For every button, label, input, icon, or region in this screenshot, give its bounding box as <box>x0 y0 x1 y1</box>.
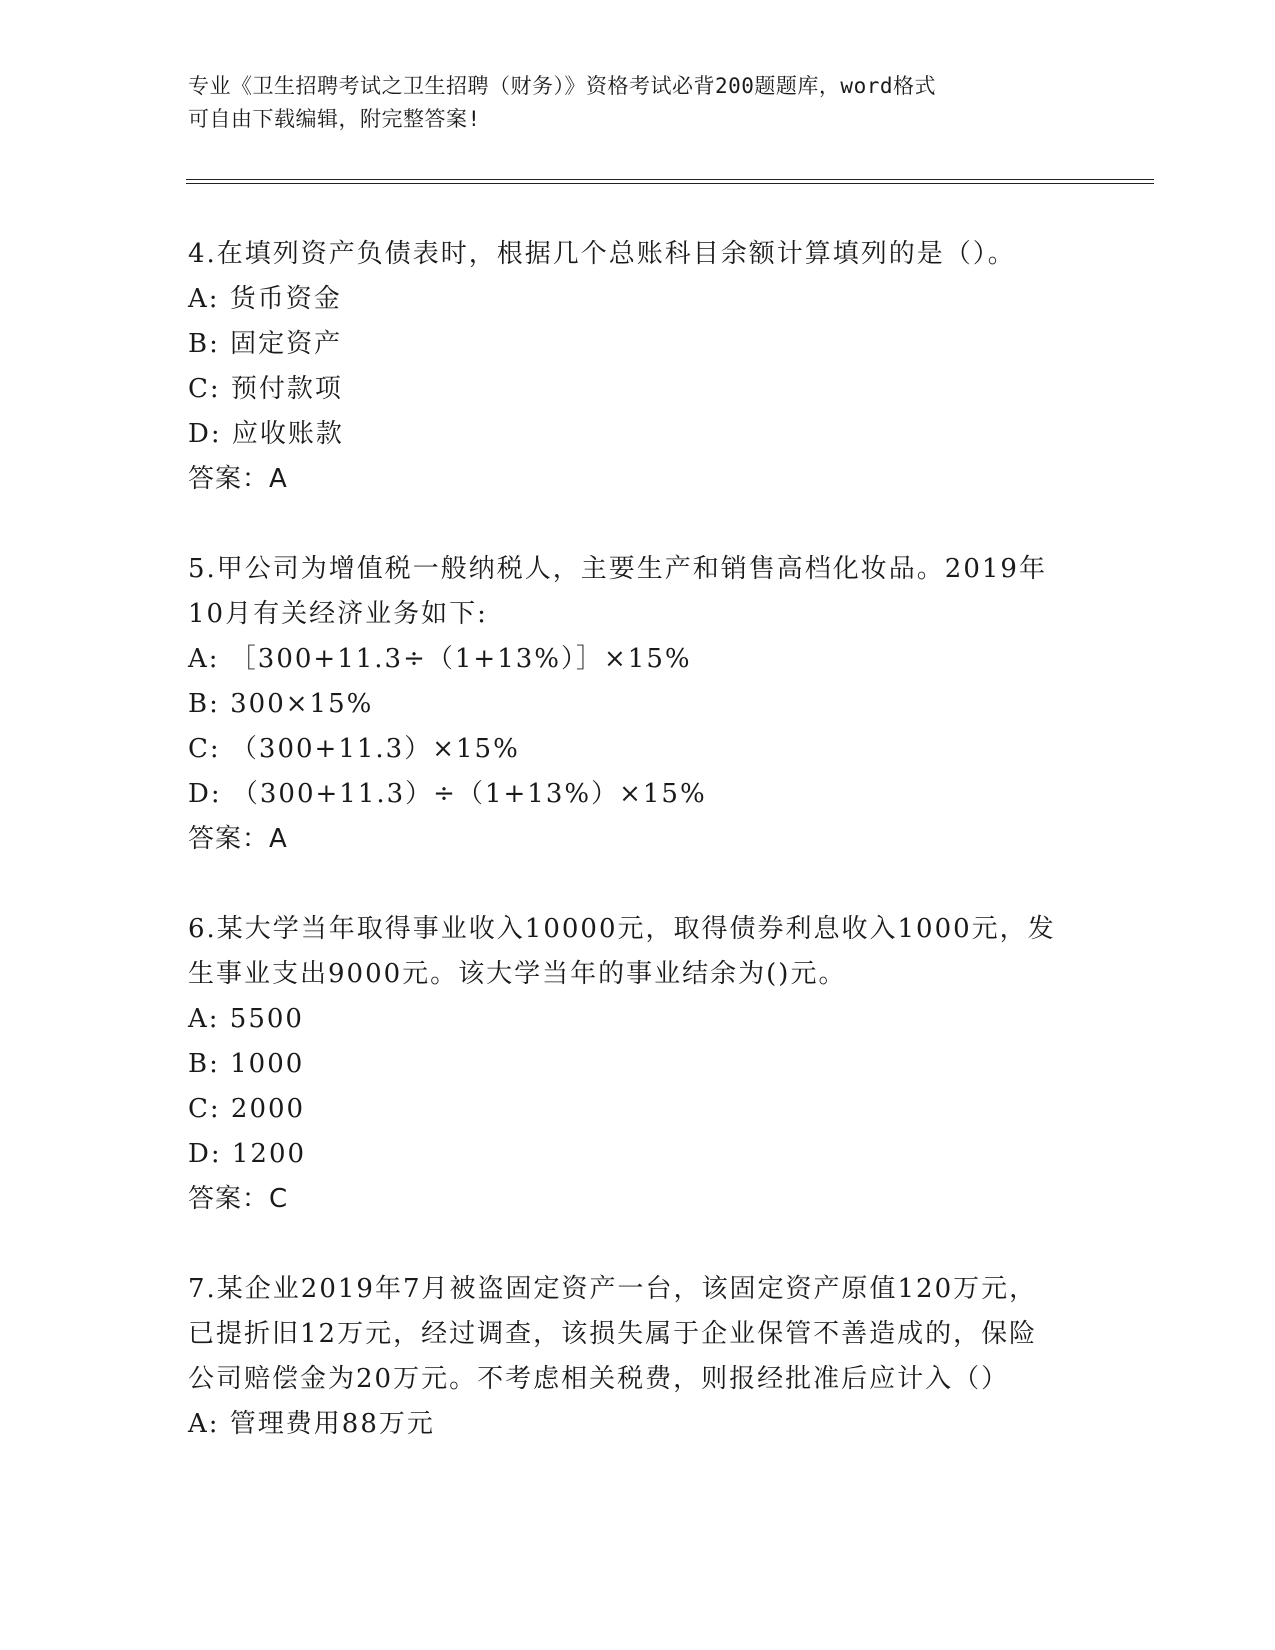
question-5 <box>188 547 1088 862</box>
question-6 <box>188 907 1088 1222</box>
question-7 <box>188 1267 1088 1447</box>
option-b: B: 300×15% <box>188 689 374 719</box>
question-stem: 公司赔偿金为20万元。不考虑相关税费，则报经批准后应计入（） <box>188 1364 1010 1394</box>
header-divider-top <box>186 179 1154 180</box>
question-4 <box>188 232 1088 502</box>
question-stem: 7.某企业2019年7月被盗固定资产一台，该固定资产原值120万元， <box>188 1274 1038 1304</box>
document-header <box>188 70 1088 136</box>
option-c: C: （300+11.3）×15% <box>188 734 520 764</box>
answer: 答案：A <box>188 824 288 854</box>
option-d: D: （300+11.3）÷（1+13%）×15% <box>188 779 707 809</box>
option-a: A: ［300+11.3÷（1+13%）］×15% <box>188 644 692 674</box>
header-line-2: 可自由下载编辑，附完整答案! <box>188 107 481 131</box>
option-d: D: 应收账款 <box>188 419 344 449</box>
question-stem: 生事业支出9000元。该大学当年的事业结余为()元。 <box>188 959 847 989</box>
question-stem: 6.某大学当年取得事业收入10000元，取得债券利息收入1000元，发 <box>188 914 1056 944</box>
question-list <box>188 232 1088 1492</box>
question-stem: 4.在填列资产负债表时，根据几个总账科目余额计算填列的是（）。 <box>188 239 1016 269</box>
answer: 答案：C <box>188 1184 289 1214</box>
question-stem: 10月有关经济业务如下: <box>188 599 488 629</box>
option-c: C: 预付款项 <box>188 374 343 404</box>
option-c: C: 2000 <box>188 1094 306 1124</box>
question-stem: 已提折旧12万元，经过调查，该损失属于企业保管不善造成的，保险 <box>188 1319 1038 1349</box>
option-a: A: 货币资金 <box>188 284 342 314</box>
header-line-1: 专业《卫生招聘考试之卫生招聘（财务）》资格考试必背200题题库，word格式 <box>188 74 936 98</box>
answer: 答案：A <box>188 464 288 494</box>
option-a: A: 5500 <box>188 1004 304 1034</box>
header-divider-bottom <box>186 183 1154 184</box>
option-a: A: 管理费用88万元 <box>188 1409 435 1439</box>
option-b: B: 1000 <box>188 1049 305 1079</box>
option-b: B: 固定资产 <box>188 329 343 359</box>
question-stem: 5.甲公司为增值税一般纳税人，主要生产和销售高档化妆品。2019年 <box>188 554 1047 584</box>
option-d: D: 1200 <box>188 1139 307 1169</box>
